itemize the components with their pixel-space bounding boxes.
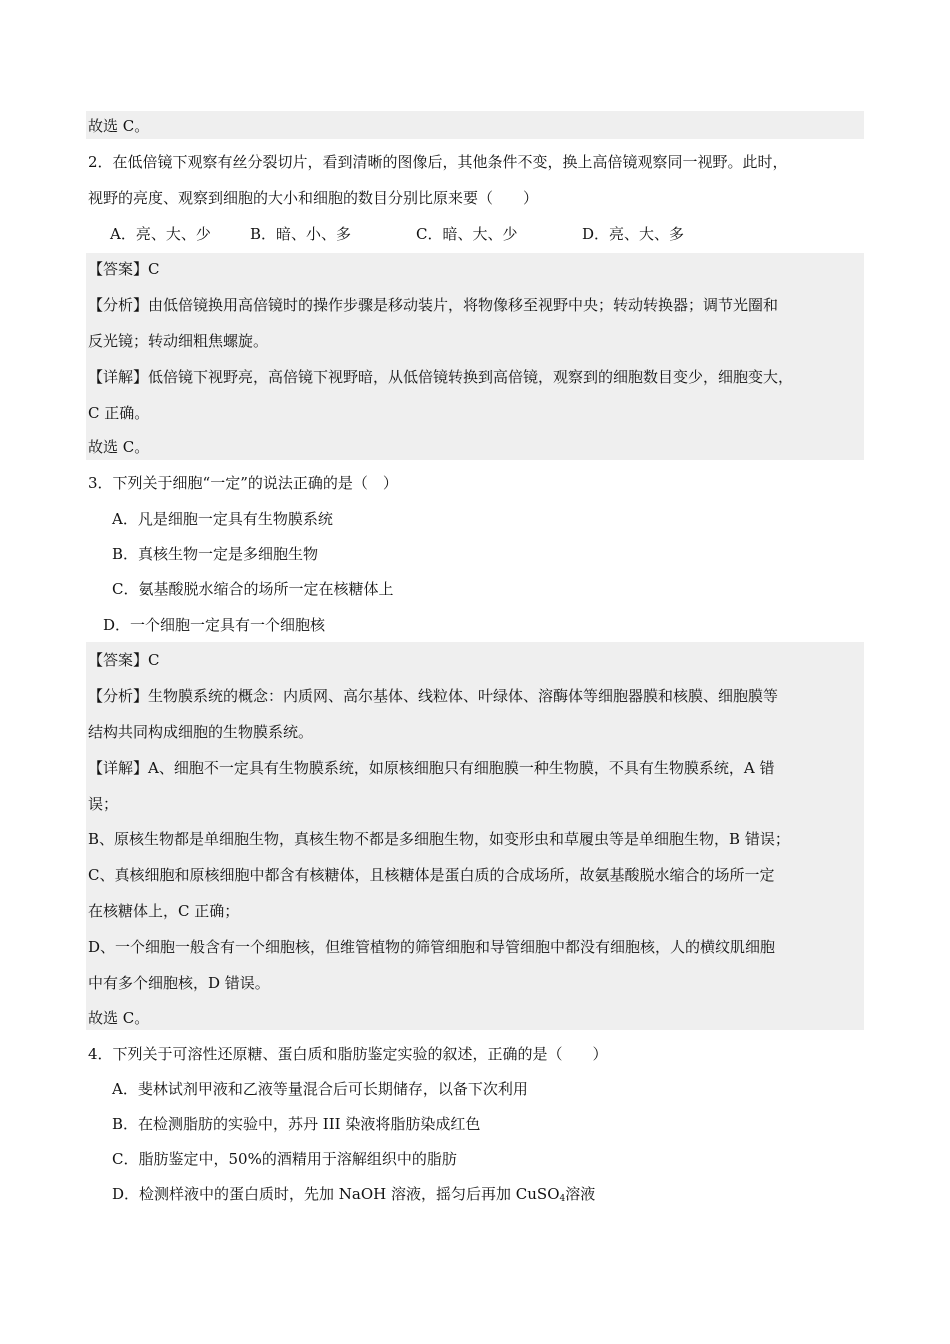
- q2-option-b: B．暗、小、多: [250, 225, 352, 243]
- q2-option-c: C．暗、大、少: [416, 225, 518, 243]
- q2-options: [110, 223, 684, 245]
- q4-option-d: [112, 1183, 595, 1205]
- q2-answer: 【答案】C: [88, 260, 160, 278]
- q3-detail-line7: 中有多个细胞核，D 错误。: [88, 974, 270, 992]
- answer-block-q2: [86, 253, 864, 460]
- q3-detail-line6: D、一个细胞一般含有一个细胞核，但维管植物的筛管细胞和导管细胞中都没有细胞核，人的横纹肌细胞: [88, 938, 776, 956]
- q2-stem-line1: 2．在低倍镜下观察有丝分裂切片，看到清晰的图像后，其他条件不变，换上高倍镜观察同一视野。此时，: [88, 153, 788, 171]
- q3-answer: 【答案】C: [88, 651, 160, 669]
- q3-stem: 3．下列关于细胞“一定”的说法正确的是（ ）: [88, 474, 398, 492]
- q4-option-c: C．脂肪鉴定中，50%的酒精用于溶解组织中的脂肪: [112, 1150, 457, 1168]
- q3-option-d: D．一个细胞一定具有一个细胞核: [103, 616, 326, 634]
- q3-analysis-line1: 【分析】生物膜系统的概念：内质网、高尔基体、线粒体、叶绿体、溶酶体等细胞器膜和核膜、细胞膜等: [88, 687, 779, 705]
- q4-option-d-subscript: 4: [559, 1194, 566, 1204]
- q3-analysis-line2: 结构共同构成细胞的生物膜系统。: [88, 723, 314, 741]
- q1-conclusion: 故选 C。: [88, 117, 150, 135]
- q3-option-a: A．凡是细胞一定具有生物膜系统: [112, 510, 333, 528]
- q4-option-d-prefix: D．检测样液中的蛋白质时，先加 NaOH 溶液，摇匀后再加 CuSO: [112, 1185, 560, 1203]
- q2-conclusion: 故选 C。: [88, 438, 150, 456]
- q3-detail-line2: 误；: [88, 795, 119, 813]
- answer-block-q1-tail: [86, 111, 864, 139]
- q4-option-d-suffix: 溶液: [565, 1185, 596, 1203]
- q2-detail-line1: 【详解】低倍镜下视野亮，高倍镜下视野暗，从低倍镜转换到高倍镜，观察到的细胞数目变少，细胞变大，: [88, 368, 794, 386]
- q3-detail-line5: 在核糖体上，C 正确；: [88, 902, 240, 920]
- q3-option-b: B．真核生物一定是多细胞生物: [112, 545, 319, 563]
- q4-stem: 4．下列关于可溶性还原糖、蛋白质和脂肪鉴定实验的叙述，正确的是（ ）: [88, 1045, 608, 1063]
- q2-stem-line2: 视野的亮度、观察到细胞的大小和细胞的数目分别比原来要（ ）: [88, 189, 539, 207]
- q4-option-b: B．在检测脂肪的实验中，苏丹 III 染液将脂肪染成红色: [112, 1115, 481, 1133]
- q4-option-a: A．斐林试剂甲液和乙液等量混合后可长期储存，以备下次利用: [112, 1080, 528, 1098]
- q3-conclusion: 故选 C。: [88, 1009, 150, 1027]
- q2-analysis-line2: 反光镜；转动细粗焦螺旋。: [88, 332, 269, 350]
- q3-detail-line3: B、原核生物都是单细胞生物，真核生物不都是多细胞生物，如变形虫和草履虫等是单细胞生物，B 错误；: [88, 830, 790, 848]
- q3-option-c: C．氨基酸脱水缩合的场所一定在核糖体上: [112, 580, 394, 598]
- q2-detail-line2: C 正确。: [88, 404, 150, 422]
- q3-detail-line4: C、真核细胞和原核细胞中都含有核糖体，且核糖体是蛋白质的合成场所，故氨基酸脱水缩合的场所一定: [88, 866, 775, 884]
- q3-detail-line1: 【详解】A、细胞不一定具有生物膜系统，如原核细胞只有细胞膜一种生物膜，不具有生物膜系统，A 错: [88, 759, 775, 777]
- q2-analysis-line1: 【分析】由低倍镜换用高倍镜时的操作步骤是移动装片，将物像移至视野中央；转动转换器；调节光圈和: [88, 296, 779, 314]
- q2-option-a: A．亮、大、少: [110, 225, 211, 243]
- q2-option-d: D．亮、大、多: [582, 225, 685, 243]
